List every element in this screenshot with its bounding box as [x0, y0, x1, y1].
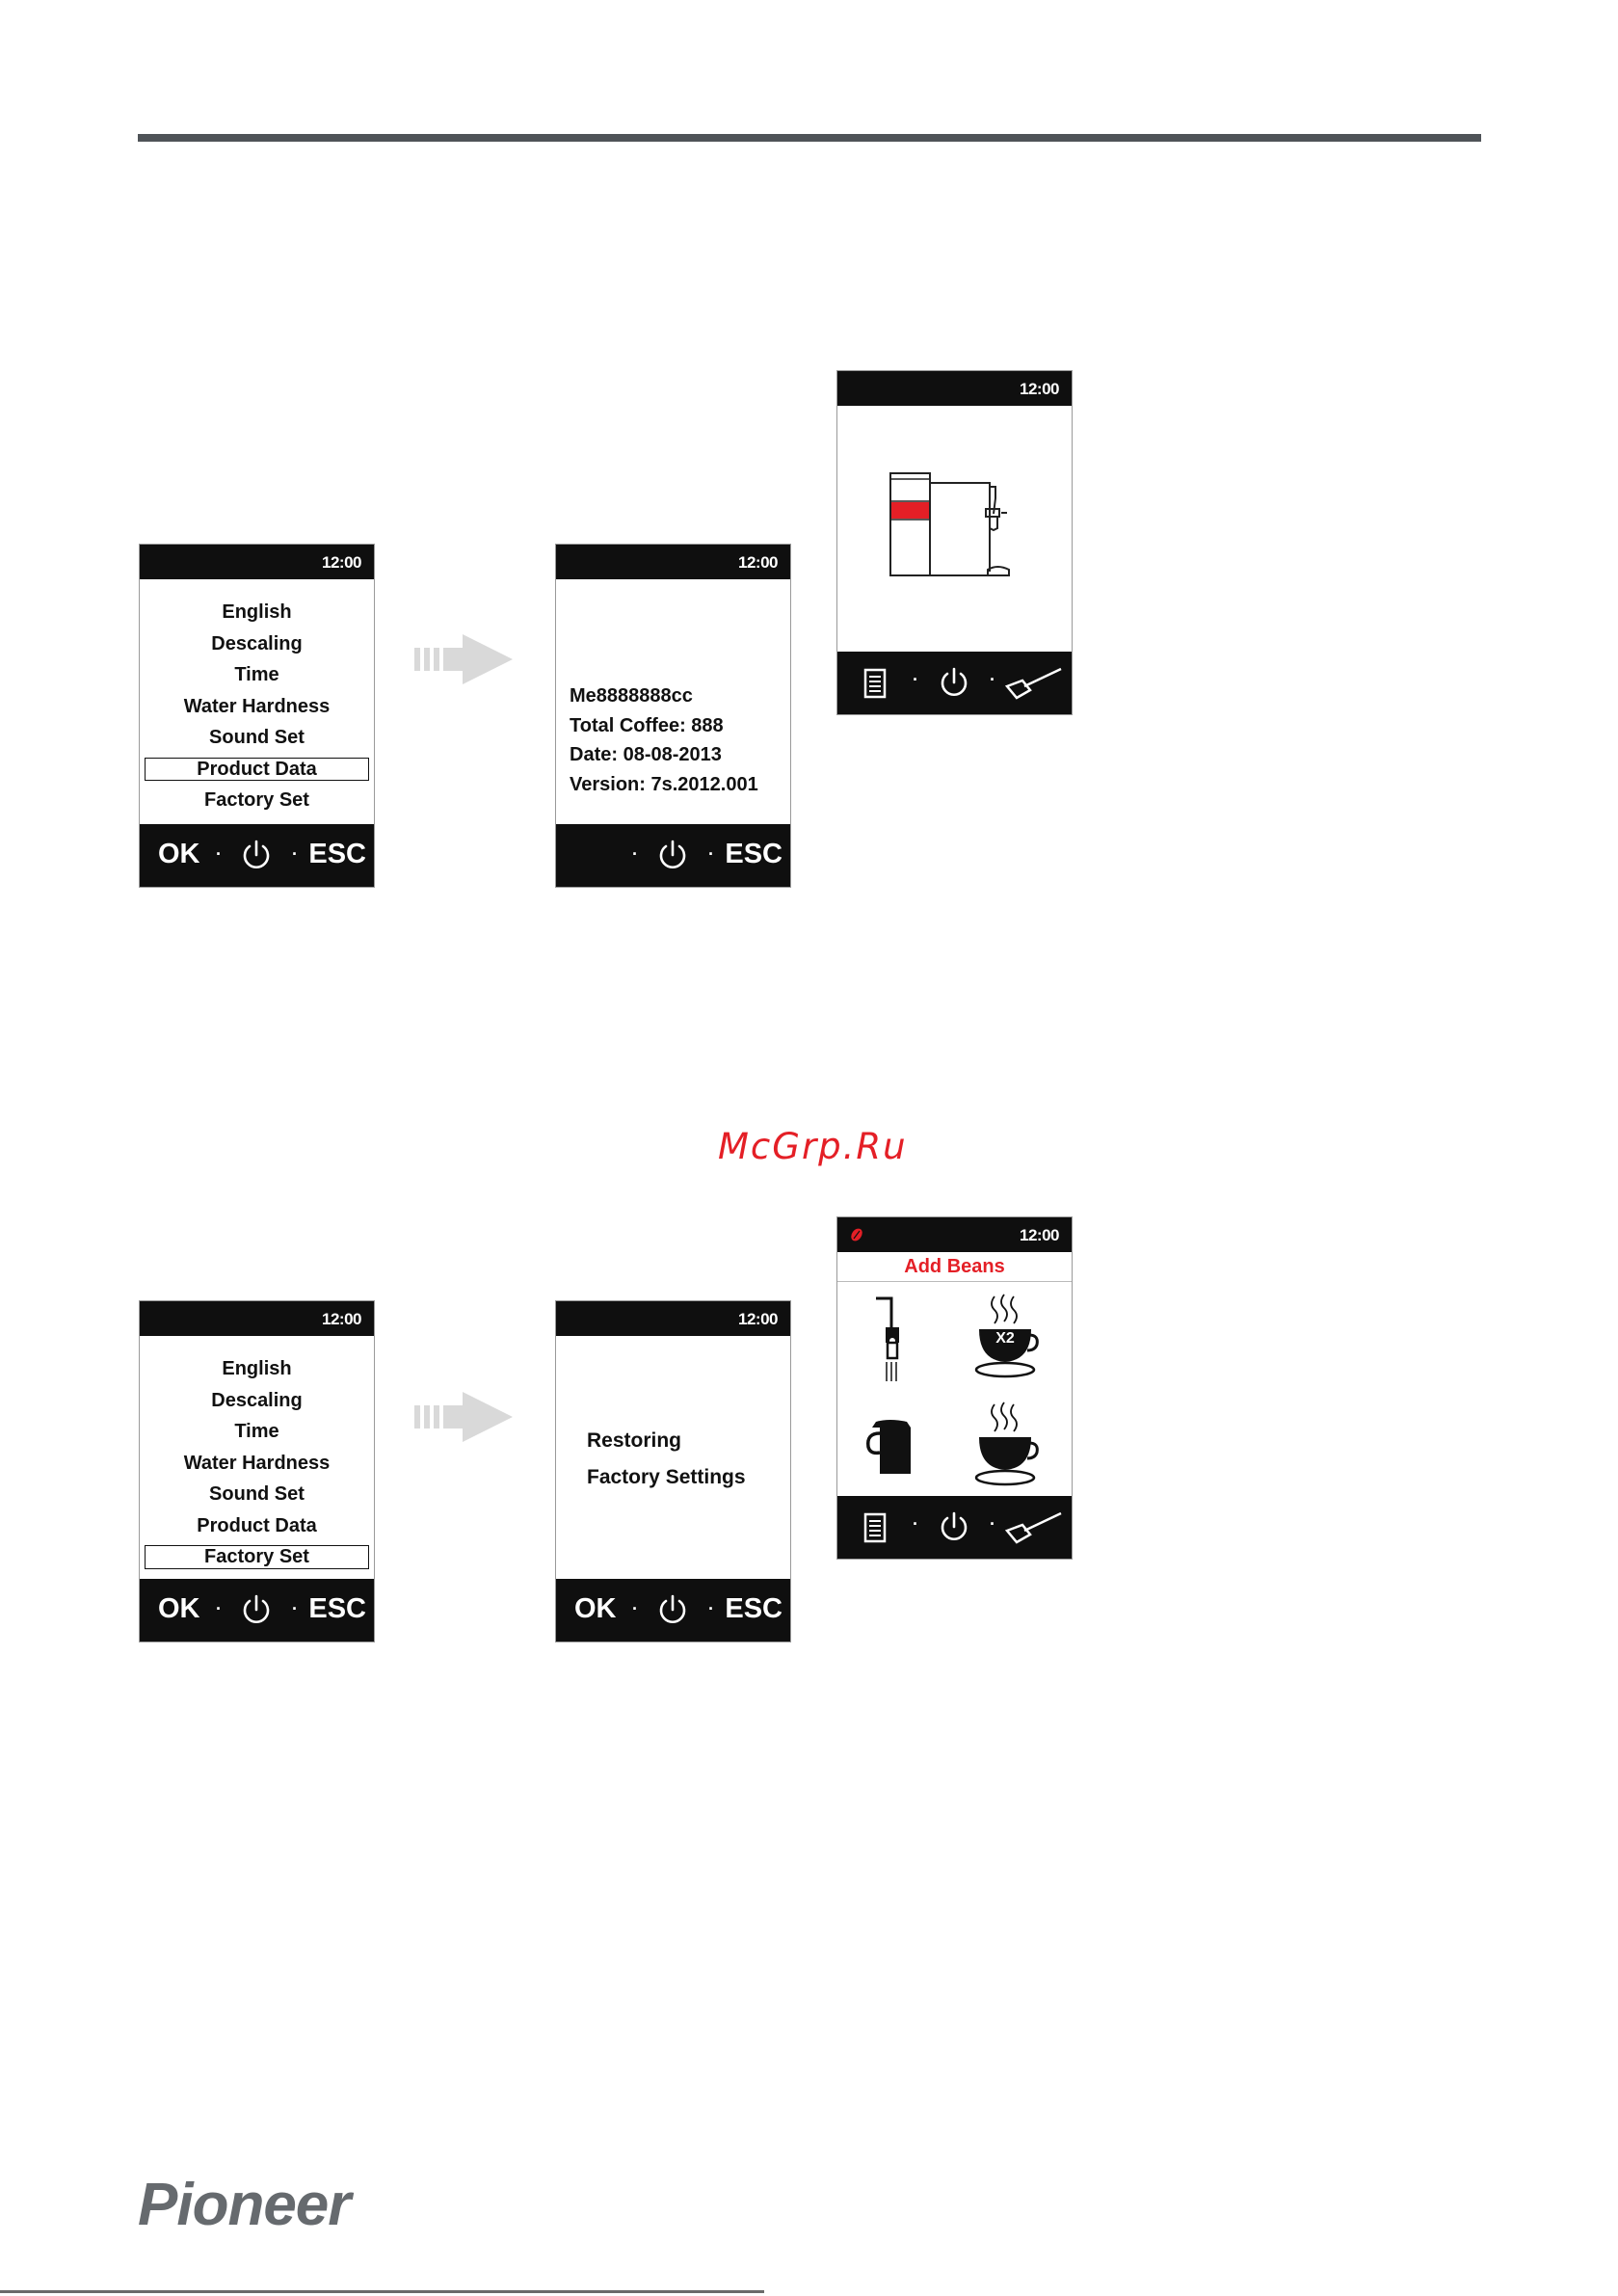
- menu-screen-factory-set: [140, 1301, 374, 1642]
- separator-dot: ·: [632, 1599, 638, 1618]
- esc-button[interactable]: ESC: [308, 1593, 366, 1624]
- esc-button[interactable]: ESC: [725, 1593, 782, 1624]
- double-cup-badge: X2: [995, 1330, 1015, 1347]
- restoring-screen: [556, 1301, 790, 1642]
- scoop-icon[interactable]: [1005, 665, 1063, 702]
- status-bar: [556, 1301, 790, 1336]
- separator-dot: ·: [913, 670, 918, 689]
- clock: 12:00: [322, 1310, 361, 1328]
- machine-status-screen: [837, 371, 1072, 714]
- icon-footer: [837, 1496, 1072, 1559]
- double-cup-button[interactable]: [973, 1293, 1043, 1381]
- power-icon[interactable]: [938, 1510, 970, 1543]
- cup-icon[interactable]: [973, 1401, 1043, 1489]
- add-beans-screen: [837, 1217, 1072, 1559]
- next-arrow-icon: [414, 634, 513, 684]
- menu-list: [140, 1353, 374, 1573]
- status-bar: [140, 545, 374, 579]
- power-icon[interactable]: [938, 666, 970, 699]
- status-bar: [837, 1217, 1072, 1252]
- menu-item-product-data[interactable]: Product Data: [141, 754, 373, 786]
- menu-item-sound-set[interactable]: Sound Set: [209, 727, 305, 748]
- separator-dot: ·: [990, 670, 995, 689]
- separator-dot: ·: [292, 844, 298, 864]
- clock: 12:00: [322, 553, 361, 572]
- power-icon[interactable]: [656, 1593, 689, 1626]
- product-info: [570, 681, 758, 799]
- icon-footer: [837, 652, 1072, 714]
- top-rule: [138, 134, 1481, 142]
- menu-item-english[interactable]: English: [222, 601, 292, 623]
- esc-button[interactable]: ESC: [725, 839, 782, 869]
- ok-button[interactable]: OK: [158, 839, 200, 869]
- menu-item-water-hardness[interactable]: Water Hardness: [183, 1452, 331, 1474]
- milk-jug-icon[interactable]: [864, 1418, 924, 1478]
- add-beans-label: Add Beans: [837, 1252, 1072, 1282]
- clock: 12:00: [738, 1310, 778, 1328]
- separator-dot: ·: [216, 844, 222, 864]
- menu-item-descaling[interactable]: Descaling: [211, 632, 303, 654]
- status-bar: [140, 1301, 374, 1336]
- power-icon[interactable]: [656, 839, 689, 871]
- product-model: Me8888888cc: [570, 685, 693, 707]
- esc-button[interactable]: ESC: [308, 839, 366, 869]
- menu-item-product-data[interactable]: Product Data: [197, 1514, 317, 1536]
- separator-dot: ·: [292, 1599, 298, 1618]
- restoring-message: [587, 1423, 746, 1496]
- menu-item-factory-set[interactable]: Factory Set: [141, 1541, 373, 1573]
- menu-item-time[interactable]: Time: [234, 1421, 279, 1442]
- menu-item-sound-set[interactable]: Sound Set: [209, 1483, 305, 1505]
- menu-item-water-hardness[interactable]: Water Hardness: [183, 695, 331, 717]
- menu-list: [140, 597, 374, 816]
- separator-dot: ·: [990, 1514, 995, 1534]
- menu-item-english[interactable]: English: [222, 1358, 292, 1379]
- product-version: Version: 7s.2012.001: [570, 773, 758, 795]
- screen-footer: [556, 824, 790, 887]
- clock: 12:00: [1020, 380, 1059, 398]
- screen-footer: [140, 824, 374, 887]
- product-date: Date: 08-08-2013: [570, 744, 722, 765]
- bottom-rule: [0, 2290, 764, 2293]
- menu-item-time[interactable]: Time: [234, 664, 279, 685]
- separator-dot: ·: [708, 1599, 714, 1618]
- menu-screen-product-data: [140, 545, 374, 887]
- coffee-machine-icon: [886, 469, 1021, 585]
- water-tank-icon[interactable]: [863, 668, 887, 699]
- power-icon[interactable]: [240, 1593, 273, 1626]
- menu-item-descaling[interactable]: Descaling: [211, 1389, 303, 1411]
- restoring-line-2: Factory Settings: [587, 1466, 746, 1488]
- restoring-line-1: Restoring: [587, 1429, 682, 1452]
- separator-dot: ·: [913, 1514, 918, 1534]
- water-tank-icon[interactable]: [863, 1512, 887, 1543]
- ok-button[interactable]: OK: [574, 1593, 617, 1624]
- scoop-icon[interactable]: [1005, 1509, 1063, 1546]
- power-icon[interactable]: [240, 839, 273, 871]
- clock: 12:00: [738, 553, 778, 572]
- status-bar: [556, 545, 790, 579]
- next-arrow-icon: [414, 1392, 513, 1442]
- product-data-screen: [556, 545, 790, 887]
- steam-wand-icon[interactable]: [872, 1295, 909, 1385]
- coffee-bean-icon: [849, 1227, 864, 1242]
- status-bar: [837, 371, 1072, 406]
- product-total-coffee: Total Coffee: 888: [570, 714, 724, 736]
- clock: 12:00: [1020, 1226, 1059, 1244]
- separator-dot: ·: [216, 1599, 222, 1618]
- screen-footer: [556, 1579, 790, 1642]
- separator-dot: ·: [708, 844, 714, 864]
- watermark: McGrp.Ru: [718, 1126, 908, 1167]
- brand-logo: Pioneer: [138, 2172, 351, 2238]
- menu-item-factory-set[interactable]: Factory Set: [204, 789, 309, 811]
- ok-button[interactable]: OK: [158, 1593, 200, 1624]
- screen-footer: [140, 1579, 374, 1642]
- separator-dot: ·: [632, 844, 638, 864]
